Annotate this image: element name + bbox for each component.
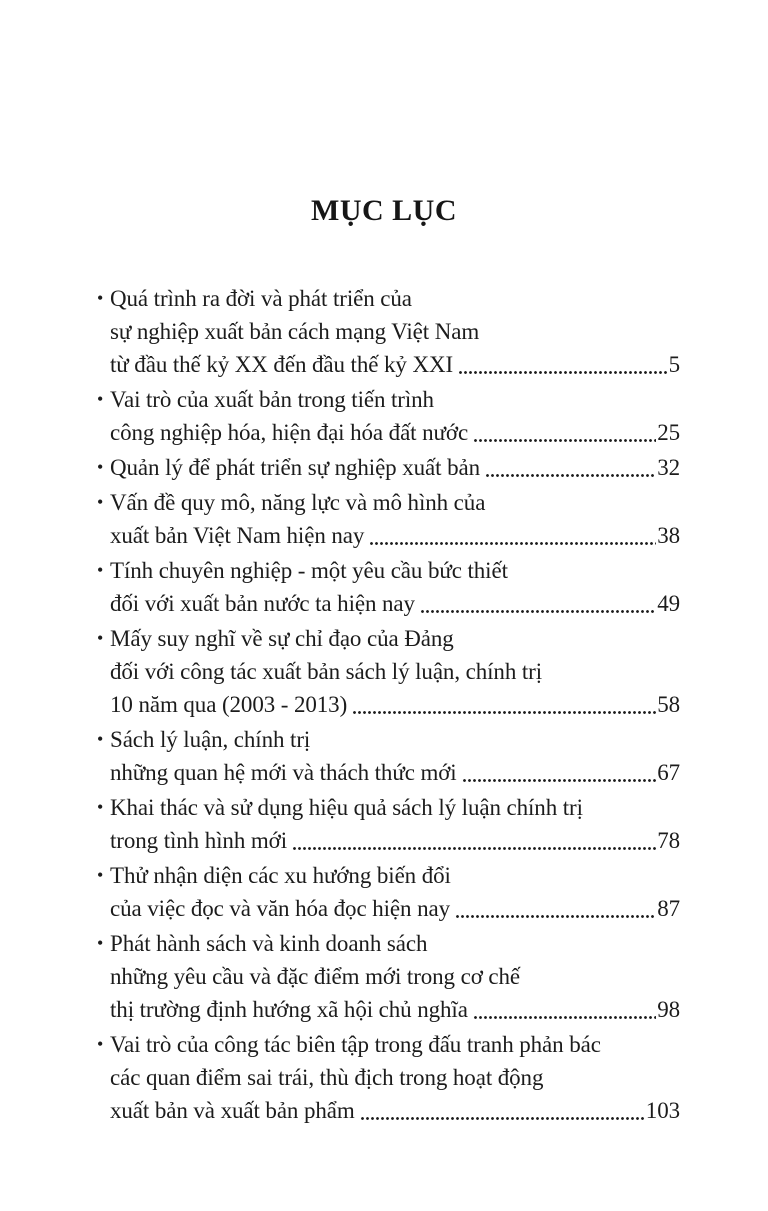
bullet-icon: • xyxy=(97,797,104,817)
bullet-icon: • xyxy=(97,457,104,477)
toc-entry xyxy=(97,723,680,789)
dot-leader xyxy=(473,993,656,1026)
toc-entry-line: các quan điểm sai trái, thù địch trong hoạt động xyxy=(110,1065,544,1090)
toc-entry xyxy=(97,451,680,484)
toc-entry xyxy=(97,282,680,381)
toc-entry-text-block xyxy=(110,791,680,857)
toc-entry-line: Khai thác và sử dụng hiệu quả sách lý luận chính trị xyxy=(110,795,583,820)
toc-entry xyxy=(97,859,680,925)
page-number: 5 xyxy=(668,352,680,377)
toc-entry-line-text: những quan hệ mới và thách thức mới xyxy=(110,760,457,785)
toc-entry-text-block xyxy=(110,927,680,1026)
dot-leader xyxy=(458,348,668,381)
toc-entry-line xyxy=(110,756,680,789)
toc-entry-line-text: của việc đọc và văn hóa đọc hiện nay xyxy=(110,896,450,921)
dot-leader xyxy=(485,451,656,484)
toc-entry-line: Vai trò của xuất bản trong tiến trình xyxy=(110,387,434,412)
toc-entry-line: Vấn đề quy mô, năng lực và mô hình của xyxy=(110,490,486,515)
table-of-contents xyxy=(97,282,680,1129)
page-number: 67 xyxy=(657,760,680,785)
bullet-icon: • xyxy=(97,288,104,308)
toc-entry xyxy=(97,486,680,552)
toc-entry xyxy=(97,927,680,1026)
toc-entry-text-block xyxy=(110,383,680,449)
toc-entry-line-text: xuất bản Việt Nam hiện nay xyxy=(110,523,365,548)
bullet-icon: • xyxy=(97,865,104,885)
bullet-icon: • xyxy=(97,389,104,409)
page-title: MỤC LỤC xyxy=(311,194,457,227)
toc-entry-line xyxy=(110,892,680,925)
toc-entry-text-block xyxy=(110,554,680,620)
page-number: 78 xyxy=(657,828,680,853)
toc-entry-line: Thử nhận diện các xu hướng biến đổi xyxy=(110,863,451,888)
toc-entry xyxy=(97,1028,680,1127)
toc-entry-line: những yêu cầu và đặc điểm mới trong cơ chế xyxy=(110,964,521,989)
toc-entry-line xyxy=(110,416,680,449)
bullet-icon: • xyxy=(97,729,104,749)
toc-entry-line-text: từ đầu thế kỷ XX đến đầu thế kỷ XXI xyxy=(110,352,454,377)
dot-leader xyxy=(352,688,656,721)
dot-leader xyxy=(420,587,656,620)
toc-entry-line xyxy=(110,1094,680,1127)
toc-entry-line xyxy=(110,348,680,381)
toc-entry-line xyxy=(110,519,680,552)
toc-entry xyxy=(97,791,680,857)
page-number: 38 xyxy=(657,523,680,548)
toc-entry-line: đối với công tác xuất bản sách lý luận, chính trị xyxy=(110,659,543,684)
dot-leader xyxy=(360,1094,645,1127)
toc-entry-line: Sách lý luận, chính trị xyxy=(110,727,311,752)
toc-entry-text-block xyxy=(110,622,680,721)
bullet-icon: • xyxy=(97,628,104,648)
toc-entry xyxy=(97,383,680,449)
toc-entry-line: Phát hành sách và kinh doanh sách xyxy=(110,931,428,956)
page-number: 87 xyxy=(657,896,680,921)
toc-entry-text-block xyxy=(110,723,680,789)
page-number: 58 xyxy=(657,692,680,717)
toc-entry-line xyxy=(110,993,680,1026)
toc-entry-line xyxy=(110,688,680,721)
toc-entry-line-text: Quản lý để phát triển sự nghiệp xuất bản xyxy=(110,455,480,480)
toc-entry-line: sự nghiệp xuất bản cách mạng Việt Nam xyxy=(110,319,480,344)
page-number: 49 xyxy=(657,591,680,616)
page-number: 32 xyxy=(657,455,680,480)
toc-entry-line: Vai trò của công tác biên tập trong đấu tranh phản bác xyxy=(110,1032,601,1057)
toc-entry-line-text: đối với xuất bản nước ta hiện nay xyxy=(110,591,415,616)
toc-entry-line-text: 10 năm qua (2003 - 2013) xyxy=(110,692,348,717)
dot-leader xyxy=(462,756,657,789)
dot-leader xyxy=(473,416,656,449)
toc-entry xyxy=(97,622,680,721)
toc-entry xyxy=(97,554,680,620)
toc-entry-line xyxy=(110,824,680,857)
toc-entry-line: Mấy suy nghĩ về sự chỉ đạo của Đảng xyxy=(110,626,454,651)
bullet-icon: • xyxy=(97,1034,104,1054)
toc-entry-text-block xyxy=(110,486,680,552)
toc-entry-line-text: xuất bản và xuất bản phẩm xyxy=(110,1098,355,1123)
page-number: 98 xyxy=(657,997,680,1022)
toc-entry-line-text: công nghiệp hóa, hiện đại hóa đất nước xyxy=(110,420,469,445)
page-number: 103 xyxy=(645,1098,680,1123)
bullet-icon: • xyxy=(97,492,104,512)
toc-entry-line xyxy=(110,451,680,484)
dot-leader xyxy=(455,892,656,925)
dot-leader xyxy=(369,519,656,552)
toc-entry-line: Tính chuyên nghiệp - một yêu cầu bức thiết xyxy=(110,558,508,583)
dot-leader xyxy=(292,824,656,857)
toc-entry-text-block xyxy=(110,859,680,925)
bullet-icon: • xyxy=(97,560,104,580)
toc-entry-text-block xyxy=(110,451,680,484)
toc-entry-text-block xyxy=(110,282,680,381)
page-number: 25 xyxy=(657,420,680,445)
toc-entry-line xyxy=(110,587,680,620)
toc-entry-line-text: thị trường định hướng xã hội chủ nghĩa xyxy=(110,997,468,1022)
toc-entry-line-text: trong tình hình mới xyxy=(110,828,288,853)
toc-entry-line: Quá trình ra đời và phát triển của xyxy=(110,286,412,311)
toc-entry-text-block xyxy=(110,1028,680,1127)
bullet-icon: • xyxy=(97,933,104,953)
